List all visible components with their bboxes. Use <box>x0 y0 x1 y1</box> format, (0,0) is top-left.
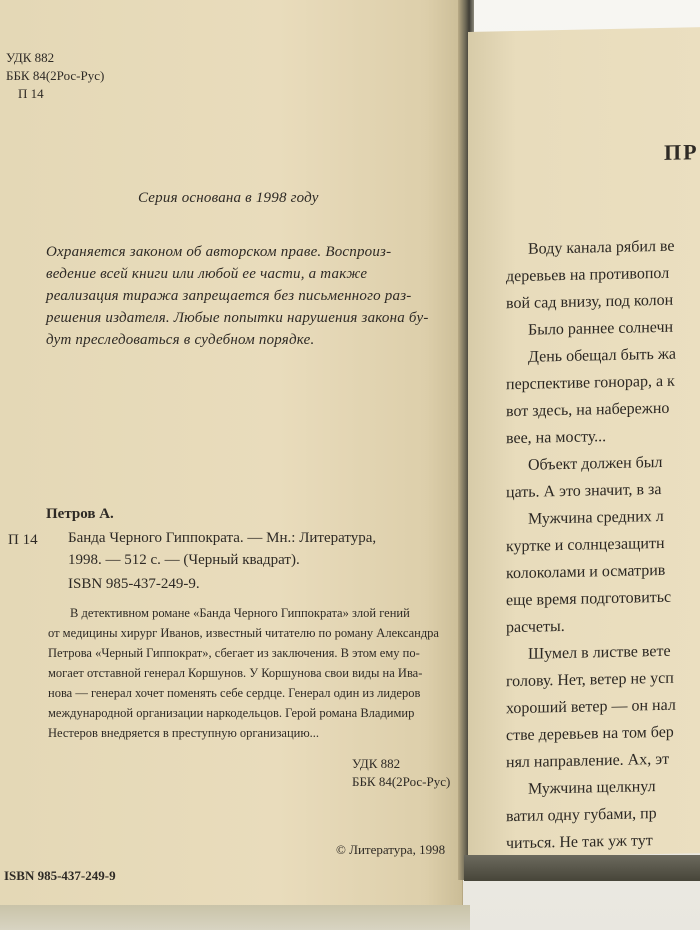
text-line: Было раннее солнечн <box>528 318 674 339</box>
copyright-line-1: Охраняется законом об авторском праве. Воспроиз- <box>46 244 392 260</box>
copyright-line-5: дут преследоваться в судебном порядке. <box>46 332 315 348</box>
annotation-line-6: международной организации наркодельцов. Герой романа Владимир <box>48 706 415 720</box>
text-line: ватил одну губами, пр <box>506 805 657 826</box>
annotation-line-7: Нестеров внедряется в преступную организацию... <box>48 726 320 740</box>
text-line: еще время подготовитьс <box>506 588 672 610</box>
right-page <box>468 27 700 858</box>
index-code: П 14 <box>8 532 38 548</box>
text-line: перспективе гонорар, а к <box>506 372 675 394</box>
text-line: Объект должен был <box>528 453 663 474</box>
text-line: читься. Не так уж тут <box>506 832 653 853</box>
cover-edge <box>0 905 470 930</box>
annotation-line-5: нова — генерал хочет поменять себе сердце. Генерал один из лидеров <box>48 686 421 700</box>
cover-board <box>464 855 700 881</box>
author-name: Петров А. <box>46 506 114 522</box>
publisher-copyright: © Литература, 1998 <box>336 842 446 857</box>
copyright-line-4: решения издателя. Любые попытки нарушения закона бу- <box>46 310 429 326</box>
text-line: колоколами и осматрив <box>506 561 666 583</box>
copyright-line-2: ведение всей книги или любой ее части, а также <box>46 266 368 282</box>
text-line: стве деревьев на том бер <box>506 723 674 745</box>
author-sign: П 14 <box>18 86 44 101</box>
series-note: Серия основана в 1998 году <box>138 190 319 206</box>
text-line: Мужчина средних л <box>528 507 664 528</box>
chapter-heading: ПР <box>664 139 699 165</box>
text-line: нял направление. Ах, эт <box>506 750 670 772</box>
text-line: Воду канала рябил ве <box>528 237 675 258</box>
bbk-code: ББК 84(2Рос-Рус) <box>6 68 105 83</box>
annotation-line-4: могает отставной генерал Коршунов. У Коршунова свои виды на Ива- <box>48 666 423 680</box>
bibliography-line-1: Банда Черного Гиппократа. — Мн.: Литература, <box>68 530 377 546</box>
text-line: вот здесь, на набережно <box>506 399 670 421</box>
text-line: голову. Нет, ветер не усп <box>506 669 674 691</box>
text-line: Шумел в листве вете <box>528 642 671 663</box>
udk-code-bottom: УДК 882 <box>352 756 401 771</box>
text-line: Мужчина щелкнул <box>528 778 656 798</box>
udk-code: УДК 882 <box>6 50 55 65</box>
text-line: День обещал быть жа <box>528 345 676 366</box>
isbn-line: ISBN 985-437-249-9. <box>68 576 200 592</box>
annotation-line-1: В детективном романе «Банда Черного Гиппократа» злой гений <box>70 606 410 620</box>
text-line: вее, на мосту... <box>506 428 607 448</box>
isbn-bottom: ISBN 985-437-249-9 <box>4 868 116 883</box>
bbk-code-bottom: ББК 84(2Рос-Рус) <box>352 774 451 789</box>
text-line: вой сад внизу, под колон <box>506 291 674 313</box>
text-line: расчеты. <box>506 617 565 637</box>
annotation-line-2: от медицины хирург Иванов, известный читателю по роману Александра <box>48 626 439 640</box>
text-line: хороший ветер — он нал <box>506 696 676 718</box>
bibliography-line-2: 1998. — 512 с. — (Черный квадрат). <box>68 552 300 568</box>
text-line: куртке и солнцезащитн <box>506 534 665 556</box>
text-line: деревьев на противопол <box>506 264 670 286</box>
annotation-line-3: Петрова «Черный Гиппократ», сбегает из заключения. В этом ему по- <box>48 646 420 660</box>
copyright-line-3: реализация тиража запрещается без письменного раз- <box>46 288 412 304</box>
text-line: цать. А это значит, в за <box>506 480 662 502</box>
